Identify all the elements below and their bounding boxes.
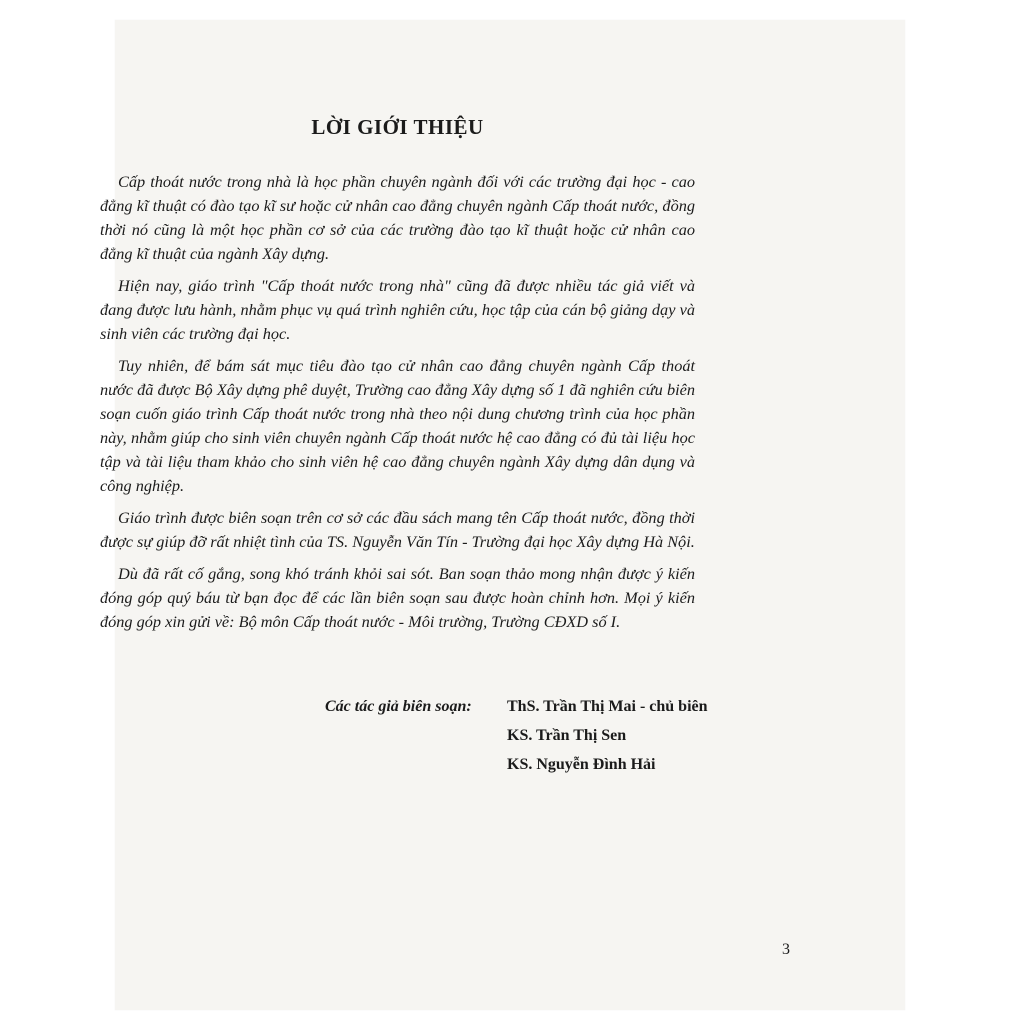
paragraph-1: Cấp thoát nước trong nhà là học phần chuyên ngành đối với các trường đại học - cao đẳng kĩ thuật có đào tạo kĩ sư hoặc cử nhân cao đẳng chuyên ngành Cấp thoát nước, đồng thời nó cũng là một học phần cơ sở của các trường đào tạo kĩ thuật hoặc cử nhân cao đẳng kĩ thuật của ngành Xây dựng. (100, 172, 695, 263)
page-number: 3 (782, 941, 790, 958)
author-name: ThS. Trần Thị Mai - chủ biên (507, 698, 708, 715)
paragraph-4: Giáo trình được biên soạn trên cơ sở các đầu sách mang tên Cấp thoát nước, đồng thời được sự giúp đỡ rất nhiệt tình của TS. Nguyễn Văn Tín - Trường đại học Xây dựng Hà Nội. (100, 508, 695, 551)
authors-label: Các tác giả biên soạn: (325, 698, 472, 715)
paragraph-3: Tuy nhiên, để bám sát mục tiêu đào tạo cử nhân cao đẳng chuyên ngành Cấp thoát nước đã được Bộ Xây dựng phê duyệt, Trường cao đẳng Xây dựng số 1 đã nghiên cứu biên soạn cuốn giáo trình Cấp thoát nước trong nhà theo nội dung chương trình của học phần này, nhằm giúp cho sinh viên chuyên ngành Cấp thoát nước hệ cao đẳng có đủ tài liệu học tập và tài liệu tham khảo cho sinh viên hệ cao đẳng chuyên ngành Xây dựng dân dụng và công nghiệp. (100, 356, 695, 495)
author-name: KS. Trần Thị Sen (507, 727, 627, 744)
paragraph-5: Dù đã rất cố gắng, song khó tránh khỏi sai sót. Ban soạn thảo mong nhận được ý kiến đóng góp quý báu từ bạn đọc để các lần biên soạn sau được hoàn chỉnh hơn. Mọi ý kiến đóng góp xin gửi về: Bộ môn Cấp thoát nước - Môi trường, Trường CĐXD số I. (100, 564, 695, 631)
page-title: LỜI GIỚI THIỆU (311, 115, 484, 139)
paragraph-2: Hiện nay, giáo trình "Cấp thoát nước trong nhà" cũng đã được nhiều tác giả viết và đang được lưu hành, nhằm phục vụ quá trình nghiên cứu, học tập của cán bộ giảng dạy và sinh viên các trường đại học. (100, 276, 695, 343)
authors-list (507, 698, 708, 785)
author-name: KS. Nguyễn Đình Hải (507, 756, 656, 773)
page-content (100, 115, 695, 642)
